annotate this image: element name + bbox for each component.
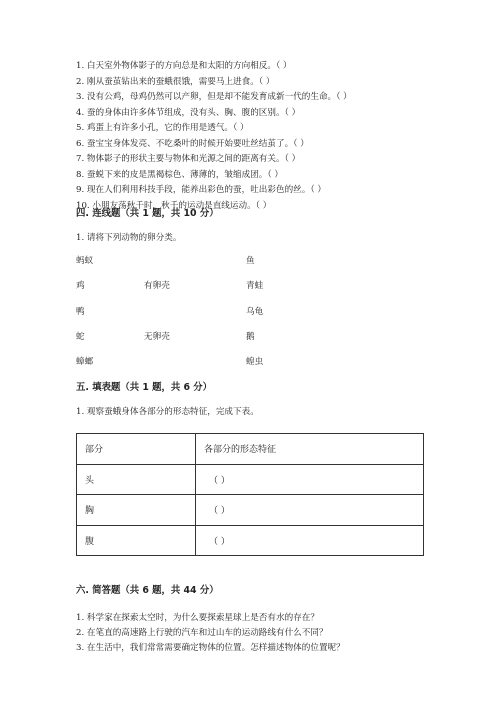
table-answer-cell[interactable] bbox=[196, 525, 424, 556]
true-false-list bbox=[76, 59, 436, 214]
answer-blank[interactable]: （ ） bbox=[209, 475, 230, 486]
short-answer-item: 1. 科学家在探索太空时，为什么要探索星球上是否有水的存在？ bbox=[76, 613, 319, 623]
tf-item: 1. 白天室外物体影子的方向总是和太阳的方向相反。（ ） bbox=[76, 61, 292, 71]
fill-table-question: 1. 观察蚕蛾身体各部分的形态特征，完成下表。 bbox=[76, 407, 259, 417]
tf-item: 2. 刚从蚕茧钻出来的蚕蛾很饿，需要马上进食。（ ） bbox=[76, 76, 275, 87]
tf-item: 4. 蚕的身体由许多体节组成，没有头、胸、腹的区别。（ ） bbox=[76, 107, 301, 118]
match-left-item: 蟑螂 bbox=[76, 357, 94, 367]
table-row bbox=[77, 464, 424, 495]
table-answer-cell[interactable] bbox=[196, 464, 424, 495]
section-title-fill-table: 五. 填表题（共 1 题，共 6 分） bbox=[76, 382, 213, 393]
table-header-row bbox=[77, 434, 424, 465]
tf-item: 9. 现在人们利用科技手段，能养出彩色的蚕，吐出彩色的丝。（ ） bbox=[76, 185, 326, 195]
section-title-matching: 四. 连线题（共 1 题，共 10 分） bbox=[76, 208, 219, 219]
table-part-cell: 腹 bbox=[77, 525, 196, 556]
table-part-cell: 头 bbox=[77, 464, 196, 495]
match-right-item: 鱼 bbox=[246, 256, 255, 266]
tf-item: 7. 物体影子的形状主要与物体和光源之间的距离有关。（ ） bbox=[76, 154, 301, 164]
table-header-cell: 部分 bbox=[77, 434, 196, 465]
match-middle-item: 无卵壳 bbox=[144, 332, 170, 342]
match-right-item: 蝗虫 bbox=[246, 357, 264, 367]
tf-item: 6. 蚕宝宝身体发亮、不吃桑叶的时候开始要吐丝结茧了。（ ） bbox=[76, 138, 309, 149]
table-row bbox=[77, 495, 424, 526]
table-row bbox=[77, 525, 424, 556]
match-right-item: 乌龟 bbox=[246, 307, 264, 317]
match-left-item: 蚂蚁 bbox=[76, 256, 94, 266]
tf-item: 8. 蚕蜕下来的皮是黑褐棕色、薄薄的，皱缩成团。（ ） bbox=[76, 169, 284, 180]
match-middle-item: 有卵壳 bbox=[144, 281, 170, 291]
answer-blank[interactable]: （ ） bbox=[209, 536, 230, 547]
match-left-item: 鸭 bbox=[76, 307, 85, 317]
match-left-item: 蛇 bbox=[76, 332, 85, 342]
table-part-cell: 胸 bbox=[77, 495, 196, 526]
short-answer-item: 2. 在笔直的高速路上行驶的汽车和过山车的运动路线有什么不同？ bbox=[76, 628, 328, 638]
table-answer-cell[interactable] bbox=[196, 495, 424, 526]
match-left-item: 鸡 bbox=[76, 281, 85, 291]
section-title-short-answer: 六. 简答题（共 6 题，共 44 分） bbox=[76, 585, 219, 596]
short-answer-list bbox=[76, 611, 345, 656]
tf-item: 5. 鸡蛋上有许多小孔，它的作用是透气。（ ） bbox=[76, 123, 249, 133]
matching-question: 1. 请将下列动物的卵分类。 bbox=[76, 233, 182, 243]
tf-item: 3. 没有公鸡，母鸡仍然可以产卵，但是却不能发育成新一代的生命。（ ） bbox=[76, 92, 352, 102]
short-answer-item: 3. 在生活中，我们常常需要确定物体的位置。怎样描述物体的位置呢？ bbox=[76, 643, 345, 653]
morphology-table bbox=[76, 433, 424, 556]
table-header-cell: 各部分的形态特征 bbox=[196, 434, 424, 465]
answer-blank[interactable]: （ ） bbox=[209, 506, 230, 517]
match-right-item: 鹅 bbox=[246, 332, 255, 342]
match-right-item: 青蛙 bbox=[246, 281, 264, 291]
tf-item: 10. 小朋友荡秋千时，秋千的运动是直线运动。（ ） bbox=[76, 200, 272, 211]
